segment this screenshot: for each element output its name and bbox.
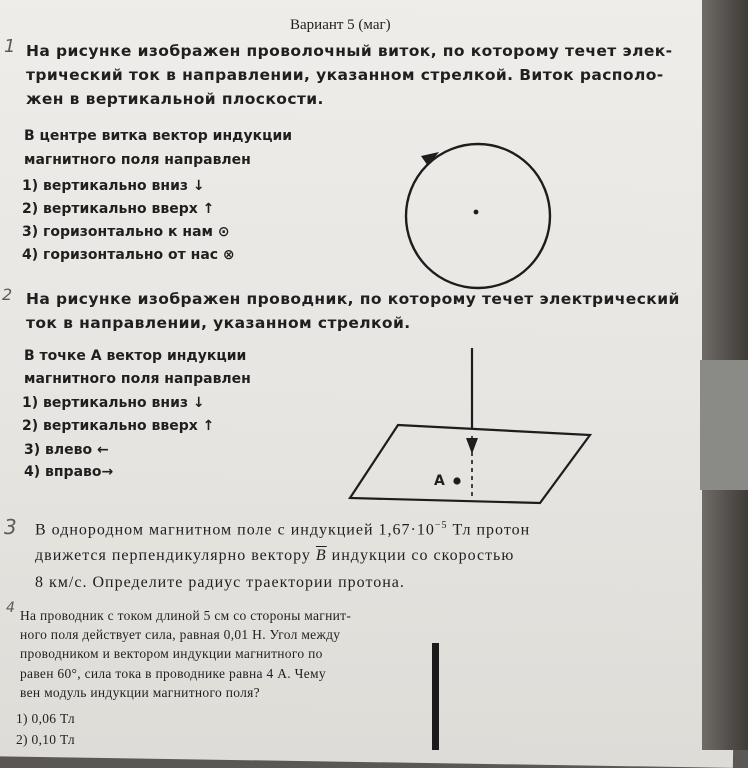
plane-parallelogram [350, 425, 590, 503]
q2-stem-line-2: магнитного поля направлен [24, 371, 251, 387]
current-direction-arrow-icon [466, 438, 478, 454]
q1-option-4: 4) горизонтально от нас ⊗ [22, 247, 235, 263]
q2-stem-line-1: В точке A вектор индукции [24, 348, 247, 364]
q1-option-1: 1) вертикально вниз ↓ [22, 178, 205, 194]
point-a-dot [453, 477, 460, 484]
q2-option-2: 2) вертикально вверх ↑ [22, 418, 215, 434]
q4-text-line-4: равен 60°, сила тока в проводнике равна 4 А. Чему [20, 666, 326, 681]
q1-stem-line-1: В центре витка вектор индукции [24, 128, 293, 144]
page-title: Вариант 5 (маг) [290, 17, 391, 33]
q3-text-line-3: 8 км/с. Определите радиус траектории протона. [35, 574, 405, 591]
background-tile [700, 360, 748, 490]
q3-text-line-2: движется перпендикулярно вектору $\overline{B}$ индукции со скоростью [35, 547, 515, 564]
q4-option-2: 2) 0,10 Тл [16, 732, 75, 747]
loop-center-dot [474, 210, 479, 215]
wire-loop-circle [406, 144, 550, 288]
q2-option-4: 4) вправо→ [24, 464, 114, 480]
q4-text-line-2: ного поля действует сила, равная 0,01 Н. Угол между [20, 627, 341, 642]
q1-option-2: 2) вертикально вверх ↑ [22, 201, 215, 217]
q1-stem-line-2: магнитного поля направлен [24, 152, 251, 168]
q1-text-line-3: жен в вертикальной плоскости. [26, 90, 324, 108]
q1-wire-loop-figure [395, 140, 565, 300]
margin-mark-2: 2 [2, 285, 13, 304]
q1-text-line-1: На рисунке изображен проволочный виток, по которому течет элек- [26, 42, 673, 60]
q3-text-line-1: В однородном магнитном поле с индукцией $1,67\cdot 10^{-5}$ Тл протон [35, 520, 531, 539]
q4-text-line-1: На проводник с током длиной 5 см со стороны магнит- [20, 608, 352, 623]
dark-edge-strip [432, 643, 439, 750]
q2-option-3: 3) влево ← [24, 442, 109, 458]
margin-mark-4: 4 [6, 600, 15, 616]
q2-option-1: 1) вертикально вниз ↓ [22, 395, 205, 411]
point-a-label: A [434, 473, 445, 489]
vector-b-symbol: $\overline{B}$ [315, 547, 327, 564]
margin-mark-1: 1 [4, 36, 16, 57]
margin-mark-3: 3 [4, 515, 17, 539]
q4-text-line-5: вен модуль индукции магнитного поля? [20, 685, 260, 700]
q1-option-3: 3) горизонтально к нам ⊙ [22, 224, 230, 240]
q2-text-line-1: На рисунке изображен проводник, по которому течет электрический [26, 290, 680, 308]
q4-option-1: 1) 0,06 Тл [16, 711, 75, 726]
q2-text-line-2: ток в направлении, указанном стрелкой. [26, 314, 411, 332]
q1-text-line-2: трический ток в направлении, указанном стрелкой. Виток располо- [26, 66, 664, 84]
q4-text-line-3: проводником и вектором индукции магнитного по [20, 646, 323, 661]
q2-conductor-figure [345, 340, 595, 515]
